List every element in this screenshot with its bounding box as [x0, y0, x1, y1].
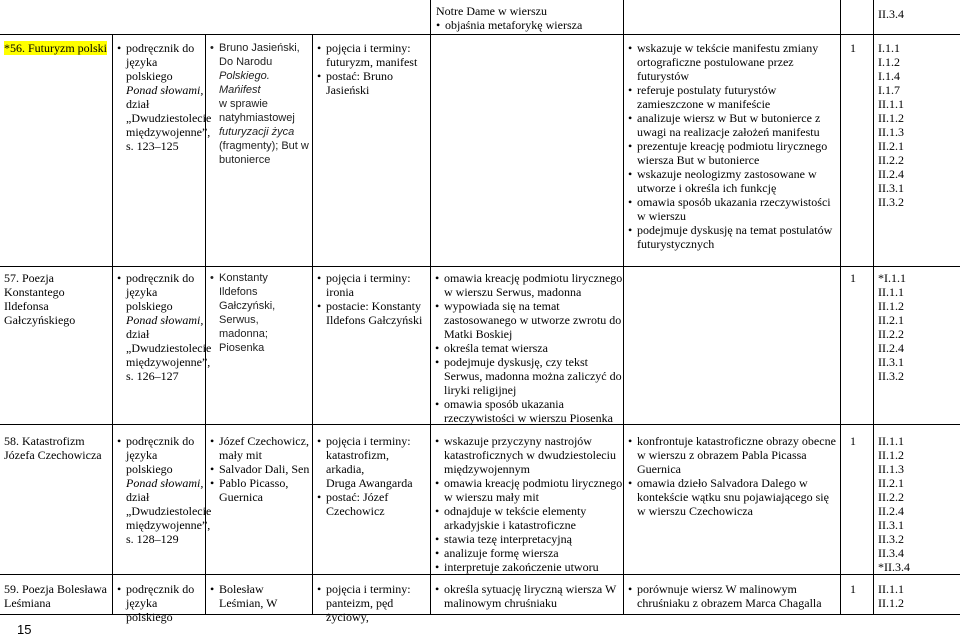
texts: • Bruno Jasieński, Do Narodu Polskiego. Mańifest w sprawie natyhmiastowej futuryzacji życa (fragmenty); But w butonierce: [210, 41, 310, 167]
skills-extended: • porównuje wiersz W malinowym chruśniaku z obrazem Marca Chagalla: [628, 582, 838, 610]
lesson-title: 59. Poezja Bolesława Leśmiana: [4, 582, 107, 610]
hours: 1: [850, 41, 856, 55]
skills-extended: • konfrontuje katastroficzne obrazy obecne w wierszu z obrazem Pabla Picassa Guernica • omawia dzieło Salvadora Dalego w kontekście wątku snu pojawiającego się w wierszu Czechowicza: [628, 434, 838, 518]
textbook-ref: • podręcznik do języka polskiego Ponad słowami, dział „Dwudziestolecie międzywojenne”, s. 123–125: [117, 41, 205, 153]
skills-basic: • określa sytuację liryczną wiersza W malinowym chruśniaku: [435, 582, 623, 610]
skills-basic: • wskazuje przyczyny nastrojów katastroficznych w dwudziestoleciu międzywojennym • omawia kreację podmiotu lirycznego w wierszu mały mit • odnajduje w tekście elementy arkadyjskie i katastroficzne • stawia tezę interpretacyjną • analizuje formę wiersza • interpretuje zakończenie utworu: [435, 434, 623, 574]
terms: • pojęcia i terminy: ironia • postacie: Konstanty Ildefons Gałczyński: [317, 271, 427, 327]
page-number: 15: [17, 622, 32, 637]
lesson-title: 58. Katastrofizm Józefa Czechowicza: [4, 434, 102, 462]
top-code: II.3.4: [878, 7, 904, 21]
curriculum-codes: II.1.1 II.1.2 II.1.3 II.2.1 II.2.2 II.2.4 II.3.1 II.3.2 II.3.4 *II.3.4: [878, 434, 910, 574]
skills-basic: • omawia kreację podmiotu lirycznego w wierszu Serwus, madonna • wypowiada się na temat zastosowanego w utworze zwrotu do Matki Boskiej • określa temat wiersza • podejmuje dyskusję, czy tekst Serwus, madonna można zaliczyć do liryki religijnej • omawia sposób ukazania rzeczywistości w wierszu Piosenka: [435, 271, 623, 425]
texts: • Konstanty Ildefons Gałczyński, Serwus, madonna; Piosenka: [210, 271, 310, 355]
terms: • pojęcia i terminy: katastrofizm, arkadia, Druga Awangarda • postać: Józef Czechowicz: [317, 434, 429, 518]
lesson-title: *56. Futuryzm polski: [4, 41, 108, 55]
lesson-title: 57. Poezja Konstantego Ildefonsa Gałczyńskiego: [4, 271, 76, 327]
texts: • Bolesław Leśmian, W: [210, 582, 310, 610]
curriculum-codes: II.1.1 II.1.2: [878, 582, 904, 610]
textbook-ref: • podręcznik do języka polskiego Ponad słowami, dział „Dwudziestolecie międzywojenne”, s. 126–127: [117, 271, 205, 383]
skills-extended: • wskazuje w tekście manifestu zmiany ortograficzne postulowane przez futurystów • referuje postulaty futurystów zamieszczone w manifeście • analizuje wiersz w But w butonierce z uwagi na realizacje założeń manifestu • prezentuje kreację podmiotu lirycznego wiersza But w butonierce • wskazuje neologizmy zastosowane w utworze i określa ich funkcję • omawia sposób ukazania rzeczywistości w wierszu • podejmuje dyskusję na temat postulatów futurystycznych: [628, 41, 838, 251]
top-note: Notre Dame w wierszu • objaśnia metaforykę wiersza: [436, 4, 583, 32]
terms: • pojęcia i terminy: panteizm, pęd życiowy,: [317, 582, 429, 624]
hours: 1: [850, 434, 856, 448]
texts: • Józef Czechowicz, mały mit • Salvador Dali, Sen • Pablo Picasso, Guernica: [210, 434, 310, 504]
textbook-ref: • podręcznik do języka polskiego Ponad słowami, dział „Dwudziestolecie międzywojenne”, s. 128–129: [117, 434, 205, 546]
curriculum-codes: I.1.1 I.1.2 I.1.4 I.1.7 II.1.1 II.1.2 II.1.3 II.2.1 II.2.2 II.2.4 II.3.1 II.3.2: [878, 41, 904, 209]
hours: 1: [850, 582, 856, 596]
curriculum-codes: *I.1.1 II.1.1 II.1.2 II.2.1 II.2.2 II.2.4 II.3.1 II.3.2: [878, 271, 906, 383]
hours: 1: [850, 271, 856, 285]
terms: • pojęcia i terminy: futuryzm, manifest • postać: Bruno Jasieński: [317, 41, 427, 97]
textbook-ref: • podręcznik do języka polskiego: [117, 582, 205, 624]
